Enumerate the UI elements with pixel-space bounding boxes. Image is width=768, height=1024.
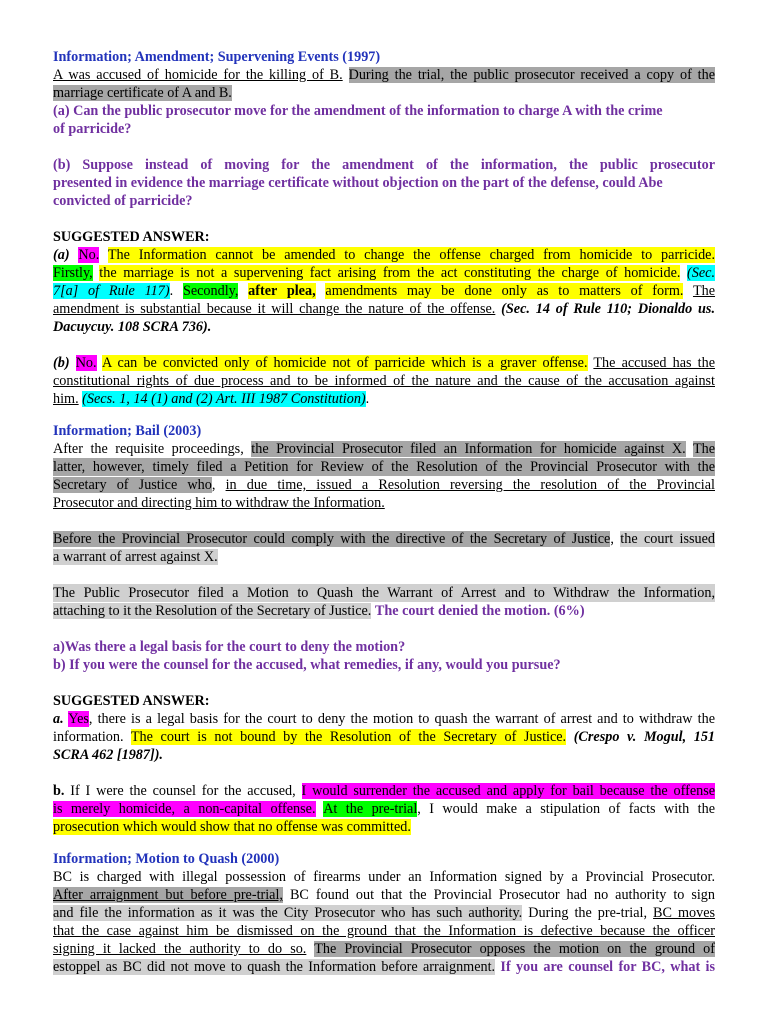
fact-line: BC is charged with illegal possession of firearms under an Information signed by a Provincial Prosecutor. [53,869,715,885]
section-amendment [53,48,715,408]
question-a: a)Was there a legal basis for the court to deny the motion? [53,639,406,655]
answer-a-line: a. Yes, there is a legal basis for the court to deny the motion to quash the warrant of arrest and to withdraw the [53,711,715,727]
fact-line: After arraignment but before pre-trial, BC found out that the Provincial Prosecutor had no authority to sign [53,887,715,903]
answer-a-citation: Dacuycuy. 108 SCRA 736). [53,319,212,335]
answer-a-line: information. The court is not bound by the Resolution of the Secretary of Justice. (Crespo v. Mogul, 151 [53,729,716,745]
suggested-answer-label: SUGGESTED ANSWER: [53,229,210,245]
fact-line: signing it lacked the authority to do so. The Provincial Prosecutor opposes the motion on the ground of [53,941,715,957]
section-heading: Information; Bail (2003) [53,423,202,439]
answer-b-line: (b) No. A can be convicted only of homicide not of parricide which is a graver offense. The accused has the [53,355,716,371]
section-bail [53,422,715,836]
section-heading: Information; Amendment; Supervening Events (1997) [53,49,381,65]
fact-line: Before the Provincial Prosecutor could comply with the directive of the Secretary of Justice, the court issued [53,531,716,547]
answer-a-line: Firstly, the marriage is not a supervening fact arising from the act constituting the charge of homicide. (Sec. [53,265,716,281]
answer-b-line: constitutional rights of due process and to be informed of the nature and the cause of the accusation against [53,373,715,389]
suggested-answer-label: SUGGESTED ANSWER: [53,693,210,709]
fact-line: estoppel as BC did not move to quash the Information before arraignment. If you are counsel for BC, what is [53,959,716,975]
fact-line: marriage certificate of A and B. [53,85,232,101]
fact-line: latter, however, timely filed a Petition for Review of the Resolution of the Provincial Prosecutor with the [53,459,715,475]
fact-line: After the requisite proceedings, the Provincial Prosecutor filed an Information for homicide against X. The [53,441,716,457]
section-motion-to-quash [53,850,715,976]
question-a: (a) Can the public prosecutor move for the amendment of the information to charge A with the crime [53,103,663,119]
fact-line: A was accused of homicide for the killing of B. During the trial, the public prosecutor received a copy of the [53,67,716,83]
answer-b-line: him. (Secs. 1, 14 (1) and (2) Art. III 1987 Constitution). [53,391,370,407]
answer-b-line: is merely homicide, a non-capital offense. At the pre-trial, I would make a stipulation of facts with the [53,801,715,817]
question-b: (b) Suppose instead of moving for the amendment of the information, the public prosecutor [53,157,715,173]
question-b: b) If you were the counsel for the accused, what remedies, if any, would you pursue? [53,657,561,673]
fact-line: and file the information as it was the City Prosecutor who has such authority. During the pre-trial, BC moves [53,905,716,921]
question-a-cont: of parricide? [53,121,132,137]
fact-line: The Public Prosecutor filed a Motion to Quash the Warrant of Arrest and to Withdraw the Information, [53,585,715,601]
answer-a-citation: SCRA 462 [1987]). [53,747,163,763]
fact-line: attaching to it the Resolution of the Secretary of Justice. The court denied the motion. (6%) [53,603,585,619]
fact-line: Secretary of Justice who, in due time, issued a Resolution reversing the resolution of the Provincial [53,477,715,493]
section-heading: Information; Motion to Quash (2000) [53,851,280,867]
answer-a-line: 7[a] of Rule 117). Secondly, after plea, amendments may be done only as to matters of form. The [53,283,716,299]
answer-a-line: (a) No. The Information cannot be amended to change the offense charged from homicide to parricide. [53,247,716,263]
fact-line: a warrant of arrest against X. [53,549,218,565]
question-b-cont: convicted of parricide? [53,193,193,209]
answer-a-line: amendment is substantial because it will change the nature of the offense. (Sec. 14 of Rule 110; Dionaldo us. [53,301,715,317]
fact-line: that the case against him be dismissed on the ground that the Information is defective because the officer [53,923,715,939]
answer-b-line: prosecution which would show that no offense was committed. [53,819,411,835]
fact-line: Prosecutor and directing him to withdraw the Information. [53,495,385,511]
question-b-cont: presented in evidence the marriage certificate without objection on the part of the defense, could Abe [53,175,663,191]
answer-b-line: b. If I were the counsel for the accused, I would surrender the accused and apply for bail because the offense [53,783,716,799]
